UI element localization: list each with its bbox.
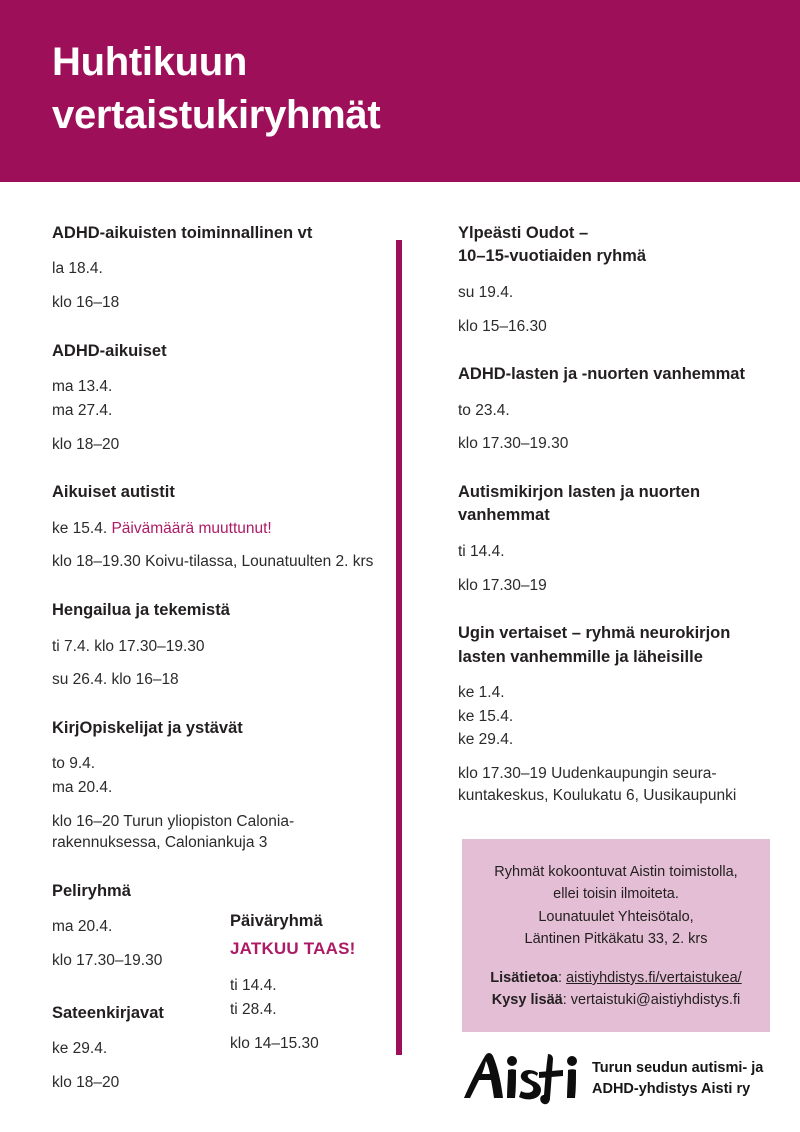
group-date: la 18.4. [52,260,103,278]
info-line-3: Lounatuulet Yhteisötalo, [538,908,694,925]
more-info-row [476,967,756,989]
group-date: ma 20.4. [52,778,113,796]
group-title: Ylpeästi Oudot – 10–15-vuotiaiden ryhmä [458,224,646,266]
more-info-url[interactable]: aistiyhdistys.fi/vertaistukea/ [566,969,742,986]
ask-more-label: Kysy lisää [491,992,563,1009]
info-line-2: ellei toisin ilmoiteta. [553,886,679,903]
group-time: klo 17.30–19 [458,576,547,594]
logo-text-line-2: ADHD-yhdistys Aisti ry [592,1081,751,1098]
location-line-2: kuntakeskus, Koulukatu 6, Uusikaupunki [458,786,737,804]
group-hengailua-ja-tekemista [52,599,382,691]
group-title: ADHD-lasten ja -nuorten vanhemmat [458,365,745,384]
group-time: klo 17.30–19.30 [52,952,163,970]
group-kirjopiskelijat-ja-ystavat [52,717,382,854]
group-title: ADHD-aikuiset [52,341,167,360]
group-time: klo 16–18 [52,294,120,312]
logo-organization-name [592,1058,782,1100]
group-adhd-aikuisten-toiminnallinen [52,222,382,314]
group-title: Peliryhmä [52,882,131,901]
group-title: Sateenkirjavat [52,1003,164,1022]
group-time: klo 14–15.30 [230,1034,319,1052]
page-title-line-1: Huhtikuun [52,40,248,84]
group-title: Päiväryhmä [230,912,323,931]
group-date-time: ti 7.4. klo 17.30–19.30 [52,637,205,655]
right-column [458,222,776,807]
group-peliryhma [52,880,227,972]
info-box [462,839,770,1032]
group-sateenkirjavat [52,1002,227,1094]
ask-more-separator: : [562,992,571,1009]
date-changed-note: Päivämäärä muuttunut! [111,519,272,537]
info-spacer [476,951,756,967]
more-info-label: Lisätietoa [490,969,558,986]
more-info-separator: : [557,969,567,986]
group-ugin-vertaiset [458,622,776,806]
group-adhd-lasten-ja-nuorten-vanhemmat [458,363,776,455]
group-time-location [458,763,776,806]
ask-more-email[interactable]: vertaistuki@aistiyhdistys.fi [570,992,741,1009]
logo-text-line-1: Turun seudun autismi- ja [592,1060,764,1076]
group-time: klo 15–16.30 [458,317,547,335]
group-time-location [52,811,382,854]
logo-row [460,1052,780,1118]
group-date: ti 14.4. [230,977,277,995]
group-date: ke 15.4. [458,707,514,725]
group-date: ma 20.4. [52,918,113,936]
page-title-line-2: vertaistukiryhmät [52,92,381,137]
group-title: Hengailua ja tekemistä [52,601,230,620]
group-date: ma 13.4. [52,378,113,396]
group-time-location: klo 18–19.30 Koivu-tilassa, Lounatuulten 2. krs [52,553,374,571]
group-title: ADHD-aikuisten toiminnallinen vt [52,224,313,242]
group-autismikirjon-lasten-ja-nuorten-vanhemmat [458,481,776,596]
location-line-2: rakennuksessa, Caloniankuja 3 [52,834,268,852]
location-line-1: klo 16–20 Turun yliopiston Calonia- [52,812,295,830]
info-line-4: Läntinen Pitkäkatu 33, 2. krs [524,931,708,948]
group-date: ke 29.4. [52,1040,108,1058]
group-adhd-aikuiset [52,340,382,455]
group-time: klo 17.30–19.30 [458,435,569,453]
group-date-text: ke 15.4. [52,519,112,537]
group-time: klo 18–20 [52,1073,120,1091]
page-title [52,36,712,142]
group-title: Autismikirjon lasten ja nuorten vanhemmat [458,483,701,525]
group-date-time: su 26.4. klo 16–18 [52,671,179,689]
aisti-logo-icon [460,1048,582,1108]
group-title: Ugin vertaiset – ryhmä neurokirjon lasten vanhemmille ja läheisille [458,624,731,666]
paivaryhma-badge: JATKUU TAAS! [230,939,356,959]
group-title: KirjOpiskelijat ja ystävät [52,718,243,737]
group-ylpeasti-oudot [458,222,776,337]
location-line-1: klo 17.30–19 Uudenkaupungin seura- [458,765,717,783]
group-date: ma 27.4. [52,401,113,419]
group-date [52,518,382,540]
split-groups-area [52,880,382,1091]
left-column [52,222,382,1091]
group-date: ke 29.4. [458,731,514,749]
group-aikuiset-autistit [52,481,382,573]
group-paivaryhma [230,910,385,1054]
group-time: klo 18–20 [52,435,120,453]
group-date: su 19.4. [458,283,514,301]
body-area [0,182,800,1132]
group-date: ti 14.4. [458,542,505,560]
group-date: ti 28.4. [230,1000,277,1018]
header-band [0,0,800,182]
column-divider [396,240,402,1055]
info-line-1: Ryhmät kokoontuvat Aistin toimistolla, [494,864,738,880]
split-right [230,910,385,1054]
ask-more-row [476,989,756,1011]
group-date: to 23.4. [458,401,510,419]
split-left [52,880,227,1094]
group-date: to 9.4. [52,755,96,773]
group-title: Aikuiset autistit [52,483,175,502]
group-date: ke 1.4. [458,684,505,702]
